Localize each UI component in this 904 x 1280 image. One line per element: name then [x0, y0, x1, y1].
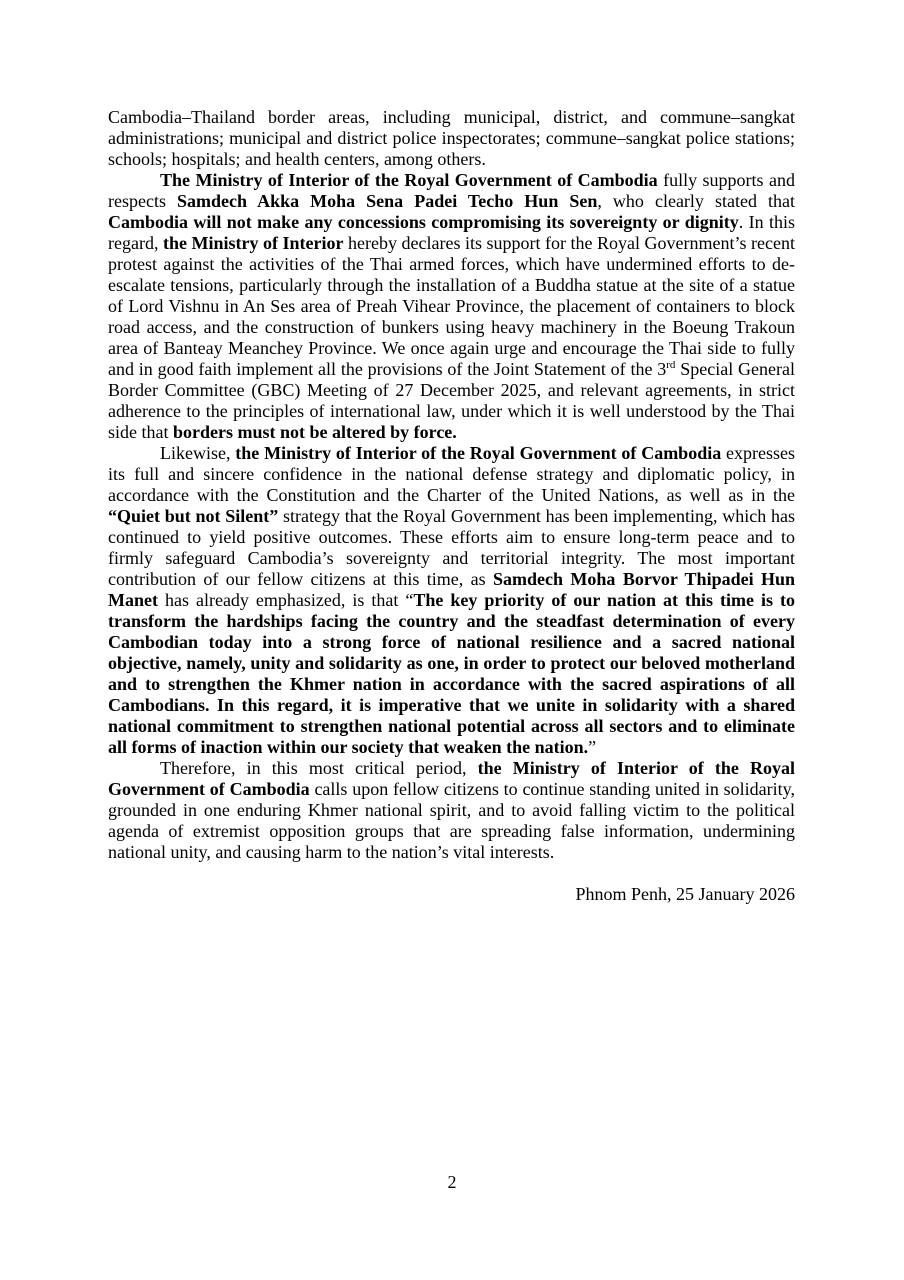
dateline: Phnom Penh, 25 January 2026: [575, 884, 795, 904]
page-number: 2: [447, 1172, 457, 1192]
document-text-block: [108, 107, 795, 905]
paragraph-defense-strategy-quote: Likewise, the Ministry of Interior of the Royal Government of Cambodia expresses its full and sincere confidence in the national defense strategy and diplomatic policy, in accordance with the Constitution and the Charter of the United Nations, as well as in the “Quiet but not Silent” strategy that the Royal Government has been implementing, which has continued to yield positive outcomes. These efforts aim to ensure long-term peace and to firmly safeguard Cambodia’s sovereignty and territorial integrity. The most important contribution of our fellow citizens at this time, as Samdech Moha Borvor Thipadei Hun Manet has already emphasized, is that “The key priority of our nation at this time is to transform the hardships facing the country and the steadfast determination of every Cambodian today into a strong force of national resilience and a sacred national objective, namely, unity and solidarity as one, in order to protect our beloved motherland and to strengthen the Khmer nation in accordance with the sacred aspirations of all Cambodians. In this regard, it is imperative that we unite in solidarity with a shared national commitment to strengthen national potential across all sectors and to eliminate all forms of inaction within our society that weaken the nation.”: [108, 443, 796, 757]
paragraph-closing-appeal: Therefore, in this most critical period, the Ministry of Interior of the Royal Government of Cambodia calls upon fellow citizens to continue standing united in solidarity, grounded in one enduring Khmer national spirit, and to avoid falling victim to the political agenda of extremist opposition groups that are spreading false information, undermining national unity, and causing harm to the nation’s vital interests.: [108, 758, 795, 862]
paragraph-ministry-support-statement: The Ministry of Interior of the Royal Government of Cambodia fully supports and respects Samdech Akka Moha Sena Padei Techo Hun Sen, who clearly stated that Cambodia will not make any concessions compromising its sovereignty or dignity. In this regard, the Ministry of Interior hereby declares its support for the Royal Government’s recent protest against the activities of the Thai armed forces, which have undermined efforts to de-escalate tensions, particularly through the installation of a Buddha statue at the site of a statue of Lord Vishnu in An Ses area of Preah Vihear Province, the placement of containers to block road access, and the construction of bunkers using heavy machinery in the Boeung Trakoun area of Banteay Meanchey Province. We once again urge and encourage the Thai side to fully and in good faith implement all the provisions of the Joint Statement of the 3rd Special General Border Committee (GBC) Meeting of 27 December 2025, and relevant agreements, in strict adherence to the principles of international law, under which it is well understood by the Thai side that borders must not be altered by force.: [108, 170, 796, 442]
page-footer: [0, 1172, 904, 1193]
paragraph-border-areas-continuation: Cambodia–Thailand border areas, including municipal, district, and commune–sangkat administrations; municipal and district police inspectorates; commune–sangkat police stations; schools; hospitals; and health centers, among others.: [108, 107, 795, 169]
